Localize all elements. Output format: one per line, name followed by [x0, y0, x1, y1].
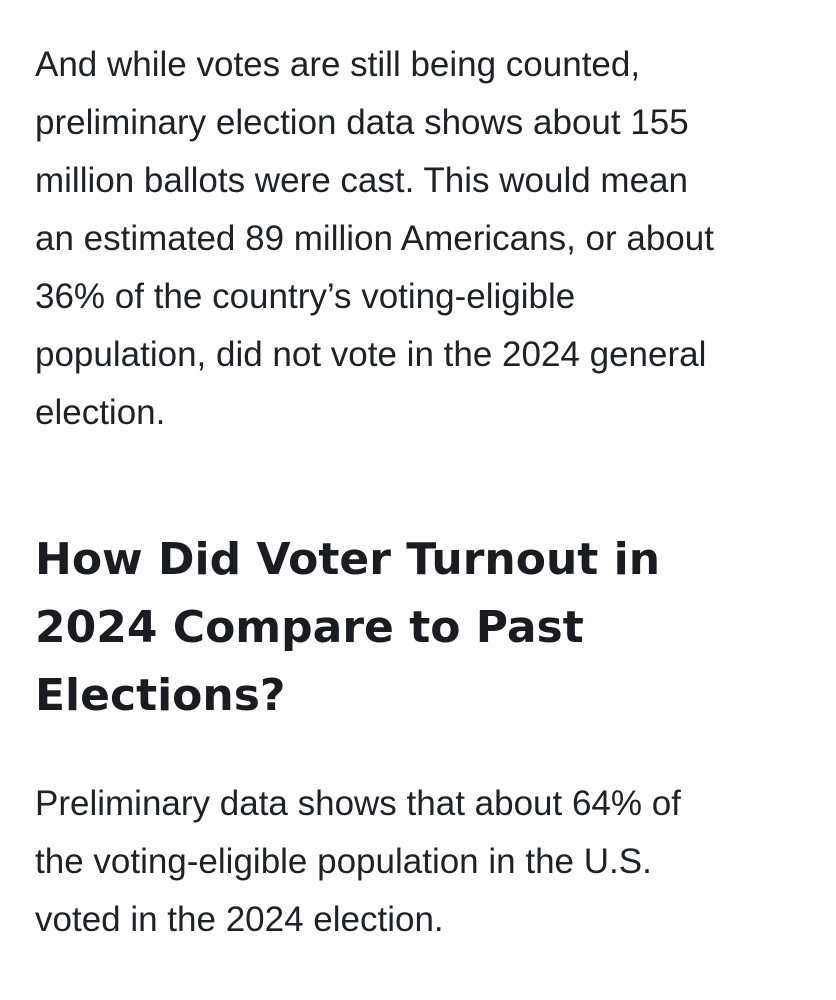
paragraph-line: the voting-eligible population in the U.S.: [35, 842, 652, 881]
heading-line: Elections?: [35, 670, 286, 721]
heading-line: 2024 Compare to Past: [35, 602, 584, 653]
intro-paragraph: [35, 36, 805, 442]
article-body: [35, 36, 805, 949]
section-heading: [35, 526, 805, 730]
paragraph-line: And while votes are still being counted,: [35, 45, 641, 84]
paragraph-line: an estimated 89 million Americans, or about: [35, 219, 714, 258]
paragraph-line: million ballots were cast. This would mean: [35, 161, 688, 200]
paragraph-line: population, did not vote in the 2024 general: [35, 335, 707, 374]
paragraph-line: Preliminary data shows that about 64% of: [35, 784, 681, 823]
paragraph-line: voted in the 2024 election.: [35, 900, 444, 939]
heading-line: How Did Voter Turnout in: [35, 534, 661, 585]
paragraph-line: 36% of the country’s voting-eligible: [35, 277, 576, 316]
section-paragraph: [35, 775, 805, 949]
paragraph-line: preliminary election data shows about 155: [35, 103, 689, 142]
paragraph-line: election.: [35, 393, 166, 432]
